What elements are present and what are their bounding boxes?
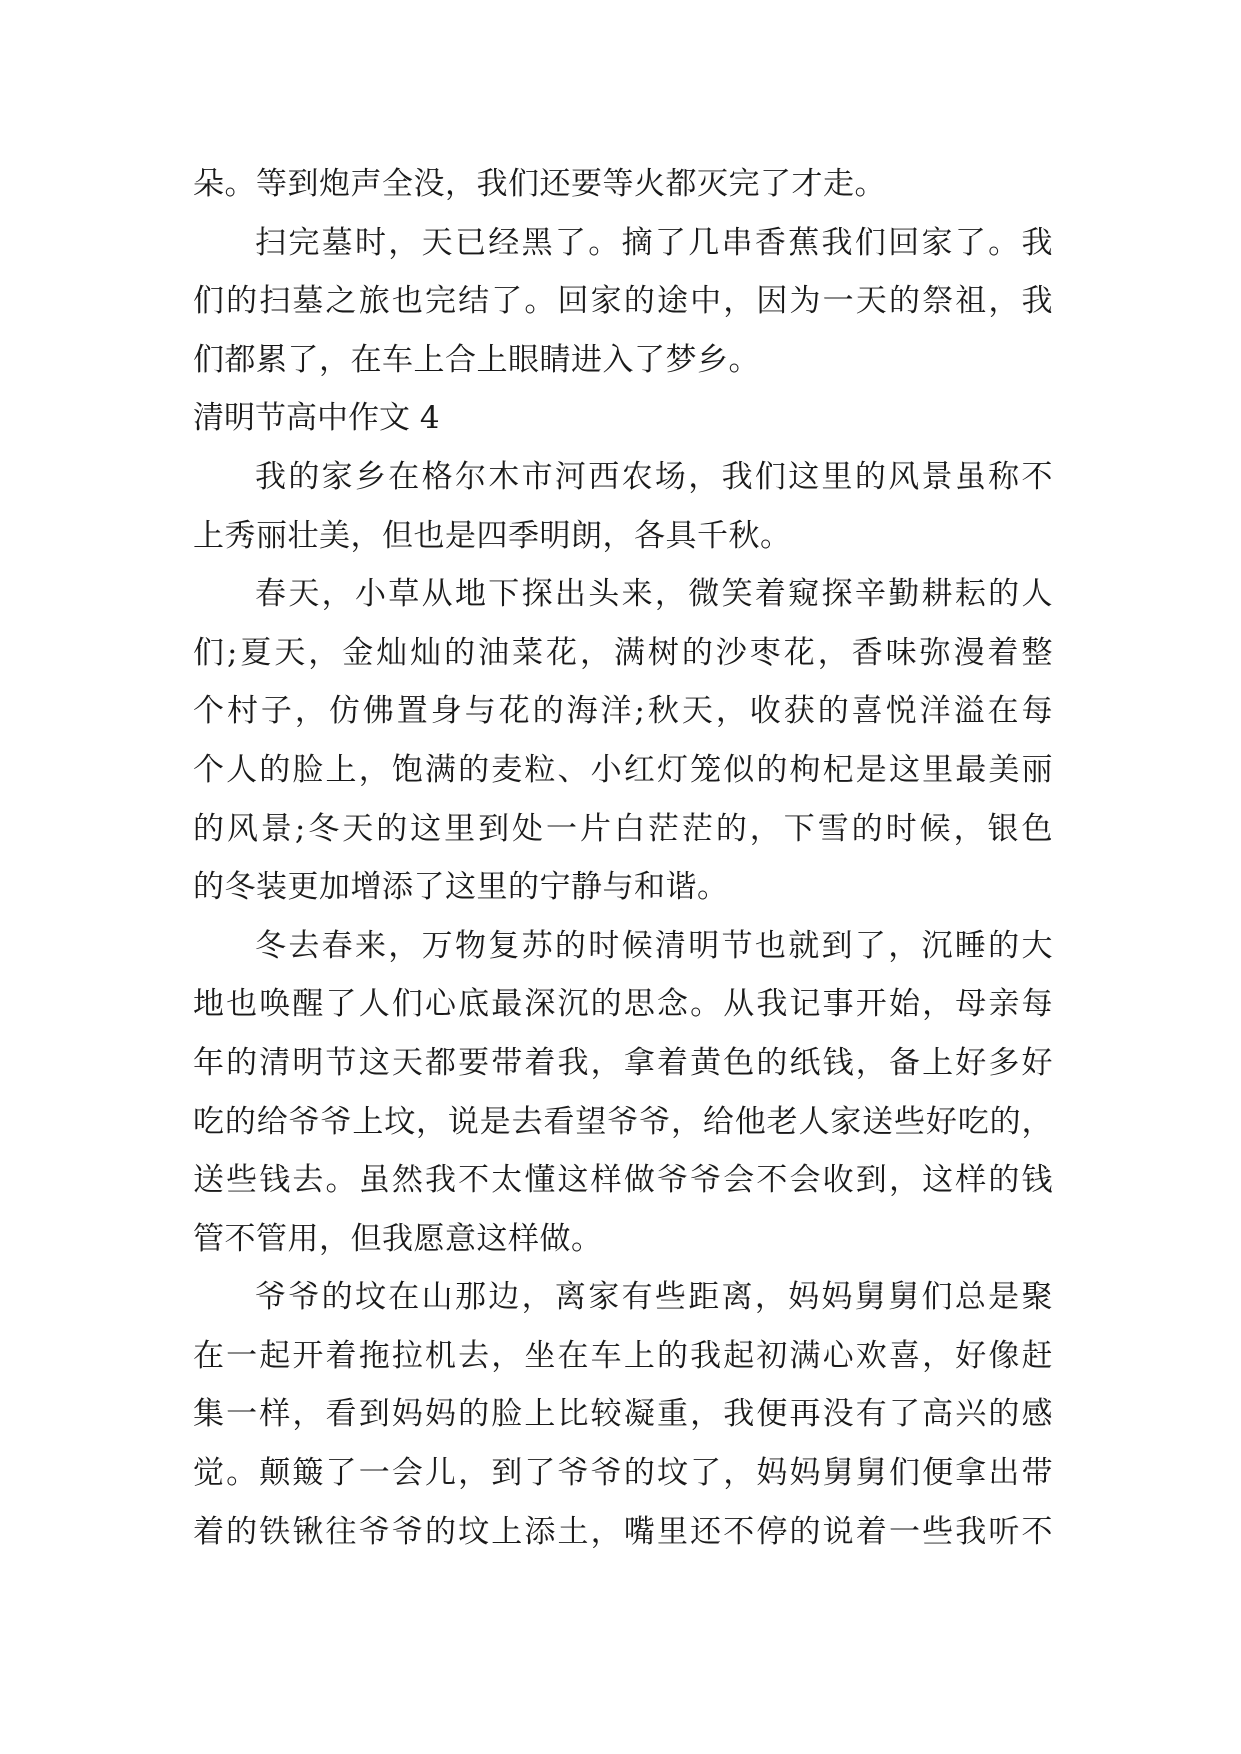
text-line: 年的清明节这天都要带着我，拿着黄色的纸钱，备上好多好: [193, 1044, 1053, 1081]
text-line: 在一起开着拖拉机去，坐在车上的我起初满心欢喜，好像赶: [193, 1337, 1053, 1374]
section-heading: 清明节高中作文 4: [193, 400, 440, 437]
text-line: 着的铁锹往爷爷的坟上添土，嘴里还不停的说着一些我听不: [193, 1513, 1053, 1550]
text-line: 我的家乡在格尔木市河西农场，我们这里的风景虽称不: [255, 458, 1053, 495]
text-line: 管不管用，但我愿意这样做。: [193, 1220, 603, 1257]
text-line: 送些钱去。虽然我不太懂这样做爷爷会不会收到，这样的钱: [193, 1162, 1053, 1199]
text-line: 个人的脸上，饱满的麦粒、小红灯笼似的枸杞是这里最美丽: [193, 751, 1053, 788]
text-line: 吃的给爷爷上坟，说是去看望爷爷，给他老人家送些好吃的，: [193, 1103, 1053, 1140]
text-line: 们都累了，在车上合上眼睛进入了梦乡。: [193, 341, 760, 378]
text-line: 爷爷的坟在山那边，离家有些距离，妈妈舅舅们总是聚: [255, 1279, 1053, 1316]
text-line: 集一样，看到妈妈的脸上比较凝重，我便再没有了高兴的感: [193, 1396, 1053, 1433]
text-line: 地也唤醒了人们心底最深沉的思念。从我记事开始，母亲每: [193, 986, 1053, 1023]
text-line: 冬去春来，万物复苏的时候清明节也就到了，沉睡的大: [255, 927, 1053, 964]
text-line: 春天，小草从地下探出头来，微笑着窥探辛勤耕耘的人: [255, 576, 1053, 613]
text-line: 们的扫墓之旅也完结了。回家的途中，因为一天的祭祖，我: [193, 283, 1053, 320]
text-line: 朵。等到炮声全没，我们还要等火都灭完了才走。: [193, 166, 886, 202]
text-line: 们;夏天，金灿灿的油菜花，满树的沙枣花，香味弥漫着整: [193, 634, 1053, 671]
text-line: 的冬装更加增添了这里的宁静与和谐。: [193, 869, 729, 906]
text-line: 上秀丽壮美，但也是四季明朗，各具千秋。: [193, 517, 792, 554]
document-body: [193, 155, 1053, 1561]
text-line: 觉。颠簸了一会儿，到了爷爷的坟了，妈妈舅舅们便拿出带: [193, 1455, 1053, 1492]
text-line: 扫完墓时，天已经黑了。摘了几串香蕉我们回家了。我: [255, 224, 1053, 261]
text-line: 的风景;冬天的这里到处一片白茫茫的，下雪的时候，银色: [193, 810, 1053, 847]
text-line: 个村子，仿佛置身与花的海洋;秋天，收获的喜悦洋溢在每: [193, 693, 1053, 730]
